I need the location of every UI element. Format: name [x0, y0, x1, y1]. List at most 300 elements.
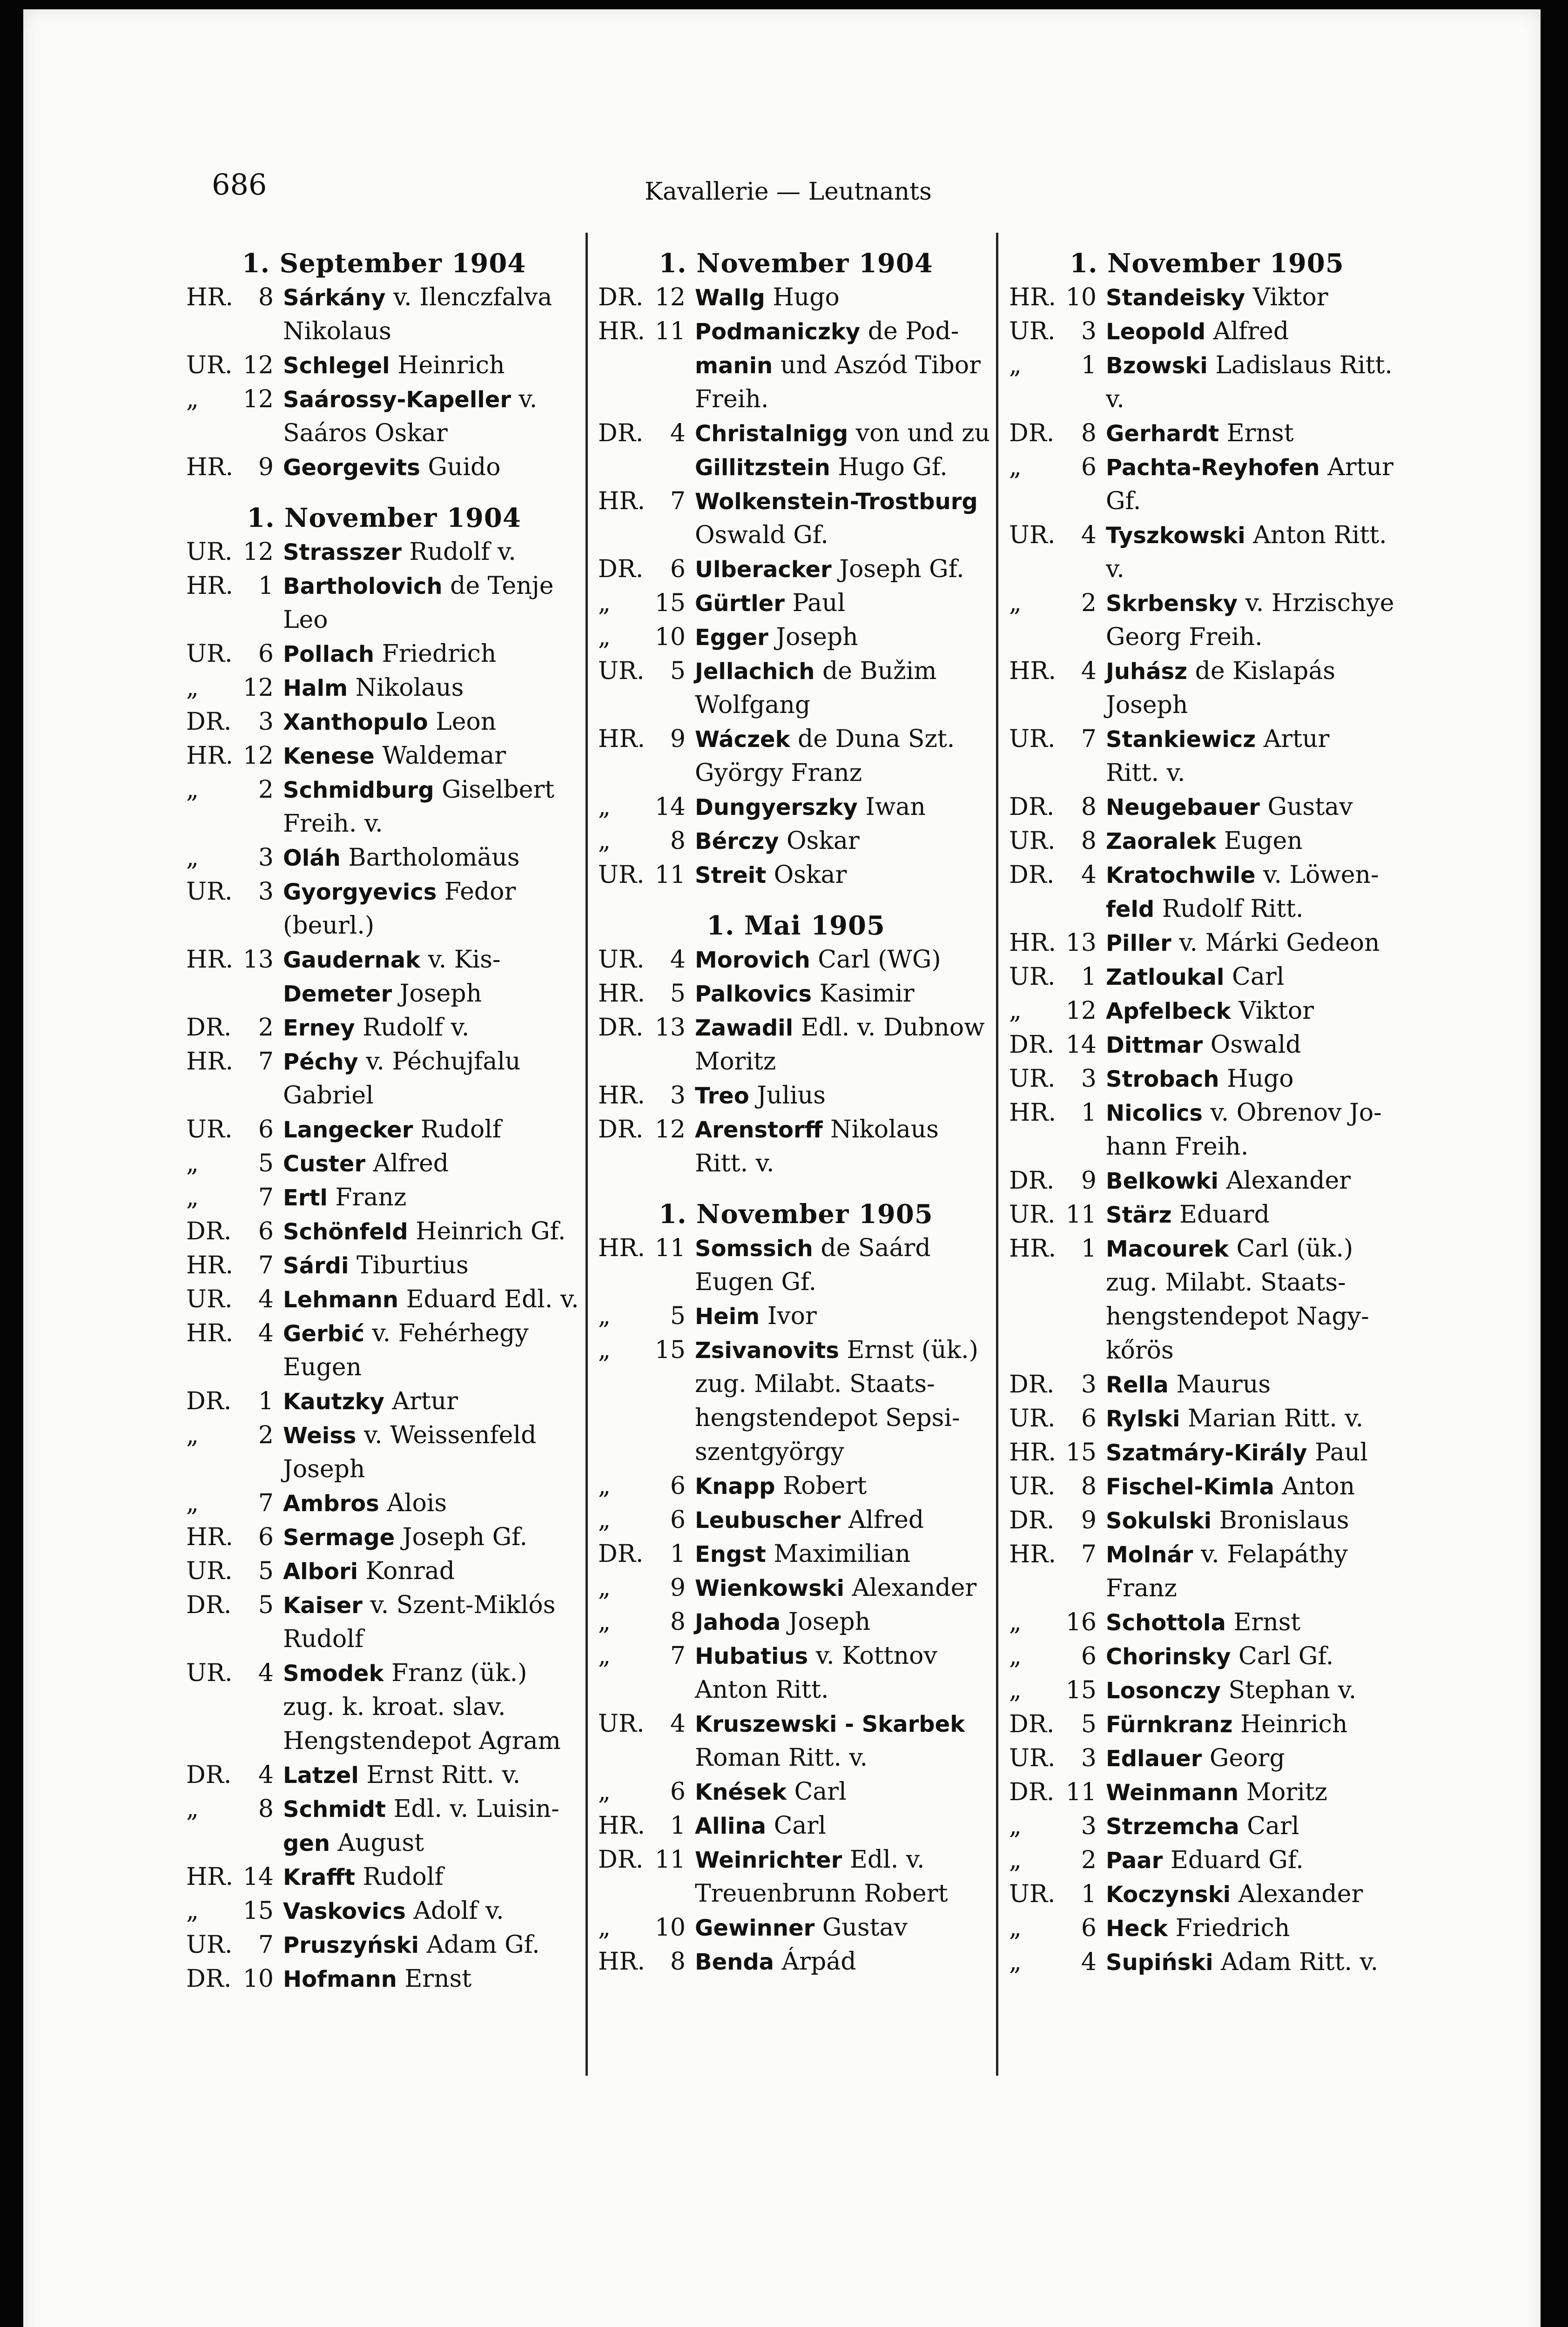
roster-entry: [598, 1809, 994, 1843]
given-names: Nikolaus: [283, 317, 391, 345]
name-line: [695, 451, 994, 484]
regiment-number: 12: [654, 283, 686, 311]
surname: Weinmann: [1106, 1780, 1239, 1806]
regiment-type: „: [186, 674, 199, 702]
regiment-type: „: [186, 1421, 199, 1449]
name-line: [283, 705, 582, 739]
regiment-number: 1: [1081, 1099, 1097, 1127]
given-names: v. Weissenfeld: [363, 1421, 537, 1449]
surname: Strasszer: [283, 539, 402, 565]
surname: gen: [283, 1830, 330, 1856]
given-names: (beurl.): [283, 912, 375, 940]
surname: Leopold: [1106, 319, 1206, 345]
regiment-type: HR.: [186, 1523, 234, 1551]
officer-name: [695, 790, 994, 824]
officer-name: [1106, 586, 1405, 654]
name-line: [695, 1469, 994, 1503]
name-line: [695, 722, 994, 756]
given-names: Rudolf Ritt.: [1162, 895, 1304, 923]
name-line: [695, 1299, 994, 1333]
given-names: und Aszód Tibor: [780, 351, 981, 379]
name-line: [1106, 1776, 1405, 1809]
given-names: Georg: [1209, 1744, 1285, 1772]
regiment-number: 6: [258, 640, 274, 668]
surname: Schmidt: [283, 1796, 386, 1823]
name-line: [283, 451, 582, 484]
roster-entry: [598, 858, 994, 892]
name-line: [1106, 994, 1405, 1028]
regiment-type: HR.: [1009, 1099, 1057, 1127]
regiment-type: DR.: [1009, 1167, 1055, 1195]
given-names: v. Ilenczfalva: [393, 283, 552, 311]
name-line: [1106, 1130, 1405, 1164]
officer-name: [1106, 1674, 1405, 1708]
regiment-type: UR.: [1009, 1880, 1056, 1908]
regiment-type: „: [1009, 1676, 1022, 1704]
regiment-number: 8: [670, 1948, 686, 1976]
roster-entry: [598, 484, 994, 552]
roster-entry: [186, 705, 582, 739]
regiment-type: „: [598, 1574, 611, 1602]
name-line: [283, 1453, 582, 1486]
regiment-type: UR.: [1009, 827, 1056, 855]
name-line: [1106, 417, 1405, 451]
surname: Piller: [1106, 930, 1171, 956]
name-line: [695, 654, 994, 688]
name-line: [283, 1283, 582, 1317]
section-heading: 1. November 1904: [247, 503, 521, 533]
regiment-number: 4: [1081, 657, 1097, 685]
given-names: Waldemar: [382, 742, 506, 770]
name-line: [1106, 1300, 1405, 1334]
officer-name: [283, 1283, 582, 1317]
surname: Bartholovich: [283, 573, 443, 599]
roster-entry: [1009, 960, 1405, 994]
roster-entry: [1009, 994, 1405, 1028]
given-names: Giselbert: [442, 776, 555, 804]
name-line: [695, 1809, 994, 1843]
name-line: [1106, 926, 1405, 960]
roster-entry: [1009, 281, 1405, 315]
roster-entry: [598, 586, 994, 620]
name-line: [1106, 281, 1405, 315]
officer-name: [695, 620, 994, 654]
surname: Dungyerszky: [695, 794, 858, 821]
regiment-number: 8: [258, 283, 274, 311]
regiment-number: 9: [1081, 1167, 1097, 1195]
given-names: Eduard: [1179, 1201, 1270, 1229]
regiment-number: 11: [1065, 1778, 1097, 1806]
given-names: Edl. v. Dubnow: [801, 1014, 985, 1042]
column-2: [598, 247, 994, 1979]
name-line: [1106, 1809, 1405, 1843]
regiment-number: 14: [654, 793, 686, 821]
roster-entry: [186, 1113, 582, 1147]
given-names: Alfred: [848, 1506, 924, 1534]
officer-name: [1106, 1606, 1405, 1640]
surname: Juhász: [1106, 659, 1188, 685]
regiment-number: 8: [1081, 827, 1097, 855]
regiment-type: DR.: [598, 1540, 644, 1568]
officer-name: [1106, 1096, 1405, 1164]
officer-name: [1106, 1776, 1405, 1809]
surname: Sermage: [283, 1525, 395, 1551]
regiment-number: 6: [1081, 453, 1097, 481]
name-line: [283, 1181, 582, 1215]
given-names: v.: [1106, 385, 1124, 413]
regiment-number: 2: [1081, 1846, 1097, 1874]
regiment-type: DR.: [598, 1116, 644, 1143]
regiment-number: 9: [1081, 1506, 1097, 1534]
name-line: [283, 773, 582, 807]
regiment-number: 6: [258, 1523, 274, 1551]
regiment-number: 13: [1065, 929, 1097, 957]
given-names: Adam Gf.: [426, 1931, 540, 1959]
name-line: [283, 281, 582, 315]
given-names: Alexander: [1226, 1167, 1351, 1195]
officer-name: [283, 705, 582, 739]
officer-name: [1106, 994, 1405, 1028]
surname: Standeisky: [1106, 285, 1245, 311]
regiment-number: 8: [1081, 419, 1097, 447]
name-line: [1106, 1266, 1405, 1300]
regiment-number: 12: [654, 1116, 686, 1143]
given-names: Viktor: [1238, 997, 1314, 1025]
regiment-number: 3: [1081, 1371, 1097, 1399]
roster-entry: [186, 1385, 582, 1419]
regiment-type: UR.: [186, 351, 233, 379]
roster-entry: [1009, 1164, 1405, 1198]
regiment-number: 9: [670, 725, 686, 753]
officer-name: [1106, 518, 1405, 586]
roster-entry: [1009, 451, 1405, 518]
regiment-number: 11: [654, 1846, 686, 1874]
given-names: de Duna Szt.: [798, 725, 955, 753]
name-line: [1106, 1742, 1405, 1776]
name-line: [1106, 790, 1405, 824]
given-names: Paul: [1315, 1439, 1368, 1466]
regiment-number: 14: [1065, 1031, 1097, 1059]
regiment-type: UR.: [1009, 1405, 1056, 1433]
roster-entry: [598, 1945, 994, 1979]
regiment-number: 8: [1081, 793, 1097, 821]
name-line: [695, 1045, 994, 1079]
regiment-type: „: [1009, 1948, 1022, 1976]
roster-entry: [1009, 1504, 1405, 1538]
surname: Krafft: [283, 1864, 356, 1890]
regiment-type: „: [598, 1506, 611, 1534]
officer-name: [695, 281, 994, 315]
given-names: Hugo Gf.: [838, 453, 948, 481]
roster-entry: [186, 1792, 582, 1860]
roster-entry: [598, 1469, 994, 1503]
name-line: [283, 1758, 582, 1792]
roster-entry: [1009, 1911, 1405, 1945]
regiment-type: DR.: [1009, 1778, 1055, 1806]
roster-entry: [598, 1011, 994, 1079]
given-names: Bronislaus: [1219, 1506, 1349, 1534]
regiment-type: HR.: [186, 1048, 234, 1076]
surname: Macourek: [1106, 1236, 1229, 1262]
surname: Zaoralek: [1106, 828, 1217, 854]
regiment-type: UR.: [186, 878, 233, 906]
officer-name: [1106, 1809, 1405, 1843]
given-names: Alfred: [1213, 317, 1289, 345]
surname: Bérczy: [695, 828, 779, 854]
given-names: de Kislapás: [1195, 657, 1336, 685]
name-line: [283, 943, 582, 977]
surname: Stankiewicz: [1106, 726, 1256, 753]
officer-name: [283, 1588, 582, 1656]
given-names: Carl (ük.): [1236, 1235, 1353, 1263]
surname: Schlegel: [283, 353, 390, 379]
officer-name: [695, 1113, 994, 1181]
regiment-type: „: [598, 1472, 611, 1500]
regiment-type: „: [1009, 1812, 1022, 1840]
officer-name: [695, 484, 994, 552]
given-names: Guido: [428, 453, 501, 481]
given-names: Ernst: [1226, 419, 1294, 447]
regiment-number: 1: [670, 1540, 686, 1568]
surname: Benda: [695, 1949, 774, 1975]
surname: Gerhardt: [1106, 421, 1219, 447]
regiment-type: „: [598, 1778, 611, 1806]
regiment-type: UR.: [1009, 963, 1056, 991]
regiment-number: 6: [1081, 1642, 1097, 1670]
surname: Schönfeld: [283, 1219, 408, 1245]
officer-name: [283, 1894, 582, 1928]
given-names: Rudolf: [420, 1116, 502, 1143]
officer-name: [1106, 1843, 1405, 1877]
officer-name: [283, 637, 582, 671]
regiment-number: 3: [258, 844, 274, 872]
officer-name: [695, 824, 994, 858]
surname: Pruszyński: [283, 1932, 419, 1958]
given-names: Carl: [1232, 963, 1285, 991]
officer-name: [283, 281, 582, 349]
officer-name: [695, 1231, 994, 1299]
given-names: Alexander: [1238, 1880, 1363, 1908]
surname: Arenstorff: [695, 1117, 823, 1143]
name-line: [695, 1401, 994, 1435]
name-line: [283, 383, 582, 417]
name-line: [283, 977, 582, 1011]
name-line: [695, 552, 994, 586]
given-names: Eugen: [1224, 827, 1303, 855]
surname: Ulberacker: [695, 557, 832, 583]
officer-name: [1106, 281, 1405, 315]
given-names: Oskar: [774, 861, 847, 889]
roster-entry: [186, 875, 582, 943]
name-line: [1106, 1164, 1405, 1198]
regiment-number: 6: [670, 1506, 686, 1534]
regiment-type: HR.: [186, 283, 234, 311]
roster-entry: [1009, 722, 1405, 790]
regiment-type: „: [186, 1184, 199, 1211]
name-line: [283, 671, 582, 705]
given-names: v. Márki Gedeon: [1179, 929, 1380, 957]
roster-entry: [186, 1520, 582, 1554]
given-names: Freih.: [695, 385, 769, 413]
given-names: Stephan v.: [1228, 1676, 1357, 1704]
surname: Saárossy-Kapeller: [283, 387, 511, 413]
officer-name: [283, 875, 582, 943]
name-line: [283, 1928, 582, 1962]
regiment-type: „: [186, 844, 199, 872]
regiment-type: HR.: [1009, 1235, 1057, 1263]
regiment-type: „: [186, 1795, 199, 1823]
regiment-type: UR.: [1009, 1201, 1056, 1229]
roster-entry: [598, 722, 994, 790]
given-names: Julius: [757, 1082, 826, 1110]
roster-entry: [1009, 1436, 1405, 1470]
surname: Skrbensky: [1106, 591, 1238, 617]
given-names: August: [337, 1829, 424, 1857]
name-line: [695, 383, 994, 417]
roster-entry: [1009, 926, 1405, 960]
regiment-type: HR.: [186, 1251, 234, 1279]
regiment-number: 5: [258, 1150, 274, 1177]
given-names: Joseph: [776, 623, 858, 651]
name-line: [695, 824, 994, 858]
officer-name: [695, 1707, 994, 1775]
roster-entry: [186, 383, 582, 451]
roster-entry: [186, 349, 582, 383]
surname: Gaudernak: [283, 947, 421, 973]
officer-name: [283, 1249, 582, 1283]
roster-entry: [598, 1231, 994, 1299]
name-line: [1106, 858, 1405, 892]
surname: Smodek: [283, 1661, 384, 1687]
name-line: [1106, 1674, 1405, 1708]
roster-entry: [186, 773, 582, 841]
surname: Zsivanovits: [695, 1338, 839, 1364]
given-names: Maximilian: [774, 1540, 911, 1568]
roster-entry: [1009, 1198, 1405, 1232]
surname: Pollach: [283, 641, 375, 667]
surname: Leubuscher: [695, 1507, 841, 1533]
name-line: [695, 1435, 994, 1469]
given-names: zug. k. kroat. slav.: [283, 1693, 506, 1721]
regiment-type: UR.: [186, 538, 233, 566]
name-line: [695, 1843, 994, 1877]
officer-name: [283, 383, 582, 451]
regiment-number: 7: [1081, 725, 1097, 753]
given-names: v. Löwen-: [1263, 861, 1379, 889]
surname: Fürnkranz: [1106, 1712, 1233, 1738]
regiment-type: HR.: [186, 742, 234, 770]
officer-name: [695, 1469, 994, 1503]
roster-entry: [186, 1962, 582, 1996]
given-names: v. Hrzischye: [1245, 589, 1394, 617]
name-line: [695, 977, 994, 1011]
name-line: [283, 1962, 582, 1996]
regiment-type: UR.: [1009, 1473, 1056, 1500]
roster-entry: [186, 1758, 582, 1792]
surname: Zawadil: [695, 1015, 794, 1041]
surname: Custer: [283, 1151, 366, 1177]
given-names: Tiburtius: [356, 1251, 469, 1279]
regiment-number: 6: [670, 1472, 686, 1500]
name-line: [283, 1385, 582, 1419]
regiment-number: 4: [670, 1710, 686, 1738]
given-names: Joseph: [788, 1608, 871, 1636]
name-line: [283, 569, 582, 603]
surname: Weiss: [283, 1423, 357, 1449]
regiment-number: 7: [258, 1184, 274, 1211]
officer-name: [695, 1571, 994, 1605]
regiment-type: UR.: [598, 861, 645, 889]
officer-name: [283, 1520, 582, 1554]
section-heading: 1. November 1905: [659, 1199, 933, 1230]
regiment-number: 5: [670, 1302, 686, 1330]
roster-entry: [1009, 1368, 1405, 1402]
regiment-number: 3: [1081, 1812, 1097, 1840]
name-line: [283, 603, 582, 637]
name-line: [695, 756, 994, 790]
officer-name: [283, 1113, 582, 1147]
roster-entry: [186, 1283, 582, 1317]
regiment-number: 13: [242, 946, 274, 974]
given-names: Moritz: [1246, 1778, 1328, 1806]
given-names: György Franz: [695, 759, 862, 787]
section-heading: 1. November 1904: [659, 248, 933, 279]
roster-entry: [186, 943, 582, 1011]
given-names: Ernst: [404, 1965, 472, 1993]
roster-entry: [186, 281, 582, 349]
regiment-type: DR.: [186, 1014, 232, 1042]
regiment-type: „: [598, 589, 611, 617]
roster-entry: [1009, 1470, 1405, 1504]
roster-entry: [1009, 1062, 1405, 1096]
given-names: Bartholomäus: [348, 844, 520, 872]
column-divider-1: [585, 233, 588, 2076]
roster-entry: [598, 315, 994, 417]
given-names: zug. Milabt. Staats-: [1106, 1269, 1346, 1297]
roster-entry: [186, 1011, 582, 1045]
roster-entry: [186, 1894, 582, 1928]
name-line: [283, 417, 582, 451]
surname: Rella: [1106, 1372, 1169, 1398]
name-line: [695, 1503, 994, 1537]
regiment-number: 4: [258, 1319, 274, 1347]
name-line: [695, 315, 994, 349]
given-names: Ladislaus Ritt.: [1215, 351, 1393, 379]
roster-entry: [598, 1571, 994, 1605]
regiment-number: 4: [1081, 1948, 1097, 1976]
given-names: Edl. v.: [849, 1846, 925, 1874]
given-names: Alexander: [852, 1574, 977, 1602]
surname: Pachta-Reyhofen: [1106, 455, 1320, 481]
given-names: Robert: [783, 1472, 867, 1500]
regiment-number: 3: [258, 878, 274, 906]
name-line: [695, 1231, 994, 1265]
given-names: Kasimir: [819, 980, 915, 1008]
regiment-number: 7: [1081, 1540, 1097, 1568]
regiment-type: „: [598, 1608, 611, 1636]
roster-entry: [1009, 1232, 1405, 1368]
name-line: [1106, 960, 1405, 994]
regiment-number: 9: [670, 1574, 686, 1602]
regiment-type: UR.: [598, 946, 645, 974]
officer-name: [283, 943, 582, 1011]
surname: Halm: [283, 675, 348, 701]
name-line: [283, 739, 582, 773]
name-line: [695, 1707, 994, 1741]
regiment-number: 6: [1081, 1405, 1097, 1433]
name-line: [695, 1571, 994, 1605]
regiment-number: 5: [670, 657, 686, 685]
